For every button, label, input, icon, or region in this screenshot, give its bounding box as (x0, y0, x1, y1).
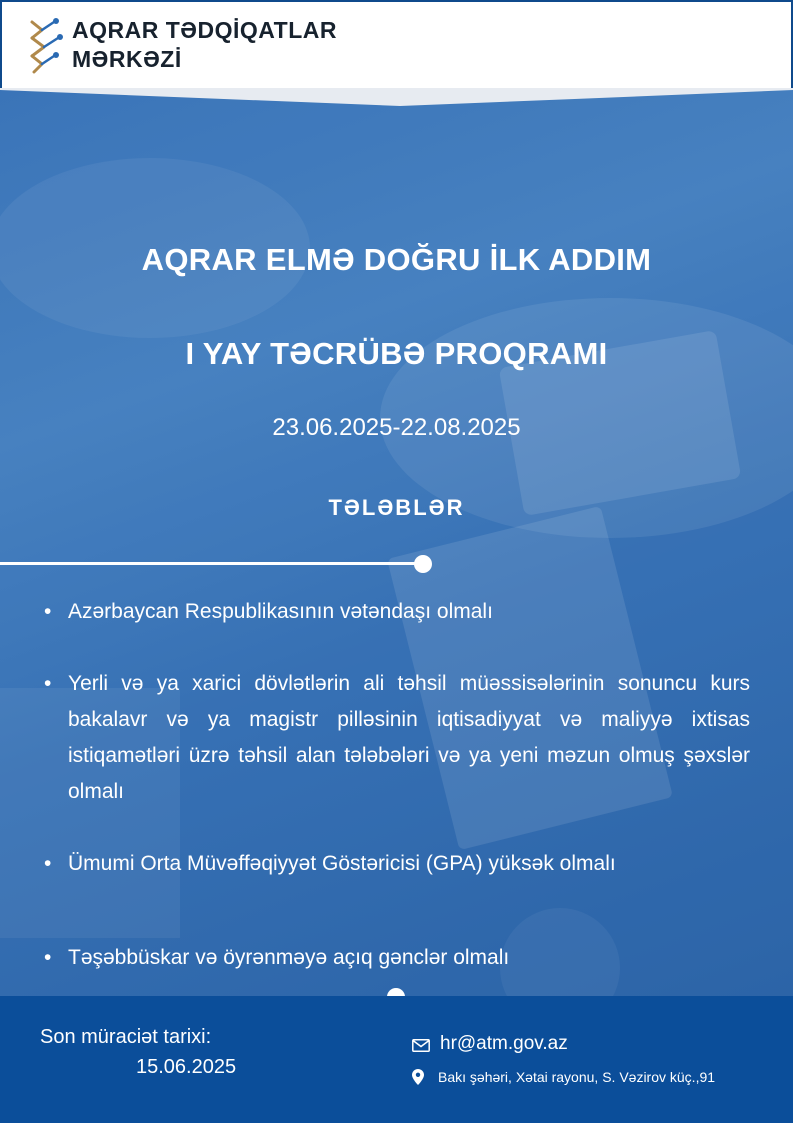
requirement-item (44, 594, 750, 630)
title-line-1: AQRAR ELMƏ DOĞRU İLK ADDIM (141, 242, 652, 277)
location-pin-icon (412, 1069, 424, 1085)
divider-top-dot (414, 555, 432, 573)
footer (0, 996, 793, 1123)
atm-logo-icon (28, 16, 64, 74)
bullet: • (44, 946, 52, 969)
requirement-text: Təşəbbüskar və öyrənməyə açıq gənclər olmalı (68, 946, 510, 969)
address-text: Bakı şəhəri, Xətai rayonu, S. Vəzirov küç.,91 (438, 1069, 716, 1085)
bullet: • (44, 672, 52, 695)
deadline-value: 15.06.2025 (136, 1056, 237, 1078)
requirement-text: Azərbaycan Respublikasının vətəndaşı olmalı (68, 600, 493, 623)
logo-line-2: MƏRKƏZİ (72, 46, 182, 72)
email-link[interactable]: hr@atm.gov.az (440, 1033, 568, 1054)
mail-icon (412, 1039, 430, 1052)
requirement-text: Ümumi Orta Müvəffəqiyyət Göstəricisi (GPA) yüksək olmalı (68, 852, 616, 875)
requirement-item (44, 846, 704, 882)
program-dates: 23.06.2025-22.08.2025 (272, 414, 521, 441)
requirement-item (44, 666, 750, 810)
bullet: • (44, 852, 52, 875)
divider-top (0, 562, 420, 565)
bullet: • (44, 600, 52, 623)
title-line-2: I YAY TƏCRÜBƏ PROQRAMI (185, 336, 608, 371)
logo-line-1: AQRAR TƏDQİQATLAR (72, 17, 337, 43)
logo-text (72, 16, 337, 74)
requirement-text: Yerli və ya xarici dövlətlərin ali təhsil müəssisələrinin sonuncu kurs bakalavr və ya magistr pilləsinin iqtisadiyyat və maliyyə ixtisas istiqamətləri üzrə təhsil alan tələbələri və ya yeni məzun olmuş şəxslər olmalı (68, 672, 750, 803)
deadline-label: Son müraciət tarixi: (40, 1026, 212, 1048)
requirement-item (44, 940, 750, 976)
requirements-heading: TƏLƏBLƏR (328, 495, 465, 520)
hero-section (0, 88, 793, 996)
